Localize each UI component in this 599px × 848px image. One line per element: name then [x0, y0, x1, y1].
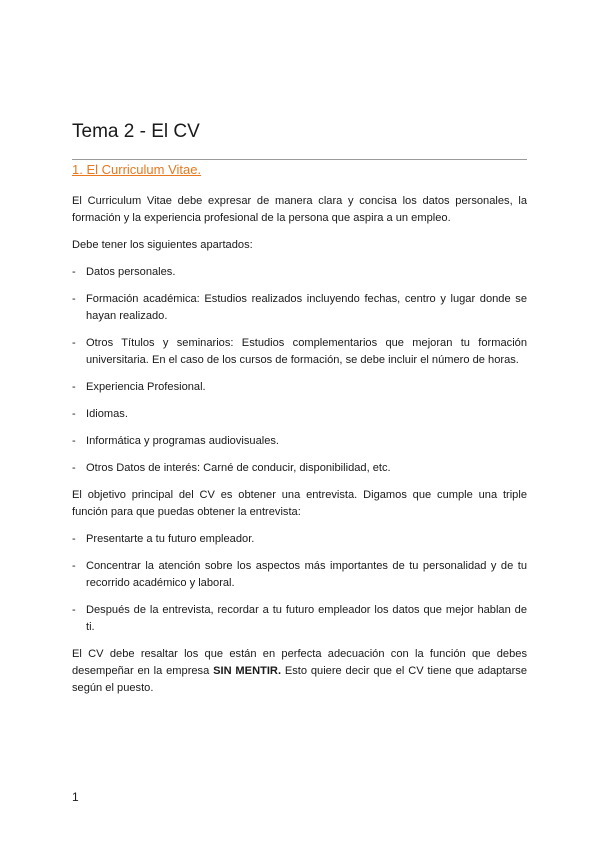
closing-paragraph: [72, 646, 527, 697]
list-item: [72, 531, 527, 548]
list-item-text: Formación académica: Estudios realizados incluyendo fechas, centro y lugar donde se hayan realizado.: [86, 293, 527, 322]
list-item: [72, 558, 527, 592]
list-item-text: Otros Datos de interés: Carné de conducir, disponibilidad, etc.: [86, 462, 391, 474]
list-item: [72, 335, 527, 369]
title-divider: [72, 159, 527, 160]
list-item: [72, 264, 527, 281]
closing-text-end: Esto quiere decir que el CV tiene que adaptarse según el puesto.: [72, 665, 527, 694]
list-item-text: Presentarte a tu futuro empleador.: [86, 533, 255, 545]
apartados-list: [72, 264, 527, 477]
dash-bullet: -: [72, 435, 76, 447]
dash-bullet: -: [72, 381, 76, 393]
dash-bullet: -: [72, 266, 76, 278]
dash-bullet: -: [72, 337, 76, 349]
dash-bullet: -: [72, 533, 76, 545]
list-item-text: Idiomas.: [86, 408, 128, 420]
closing-emphasis: SIN MENTIR.: [213, 665, 282, 677]
dash-bullet: -: [72, 408, 76, 420]
list-item-text: Concentrar la atención sobre los aspectos más importantes de tu personalidad y de tu recorrido académico y laboral.: [86, 560, 527, 589]
dash-bullet: -: [72, 293, 76, 305]
dash-bullet: -: [72, 604, 76, 616]
closing-text: El CV debe resaltar los que están en perfecta adecuación con la función que debes desempeñar en la empresa: [72, 648, 527, 677]
dash-bullet: -: [72, 560, 76, 572]
document-body: [72, 193, 527, 697]
intro-paragraph: El Curriculum Vitae debe expresar de manera clara y concisa los datos personales, la formación y la experiencia profesional de la persona que aspira a un empleo.: [72, 195, 527, 224]
list-item: [72, 406, 527, 423]
list-item-text: Experiencia Profesional.: [86, 381, 206, 393]
list-item: [72, 602, 527, 636]
section-heading: 1. El Curriculum Vitae.: [72, 162, 202, 177]
document-title: Tema 2 - El CV: [72, 121, 200, 142]
page-number: 1: [72, 790, 79, 804]
funciones-list: [72, 531, 527, 636]
list-item-text: Otros Títulos y seminarios: Estudios complementarios que mejoran tu formación universitaria. En el caso de los cursos de formación, se debe incluir el número de horas.: [86, 337, 527, 366]
apartados-lead: Debe tener los siguientes apartados:: [72, 239, 253, 251]
list-item-text: Datos personales.: [86, 266, 176, 278]
dash-bullet: -: [72, 462, 76, 474]
list-item: [72, 460, 527, 477]
list-item: [72, 291, 527, 325]
objetivo-paragraph: El objetivo principal del CV es obtener una entrevista. Digamos que cumple una triple función para que puedas obtener la entrevista:: [72, 489, 527, 518]
list-item: [72, 379, 527, 396]
list-item-text: Después de la entrevista, recordar a tu futuro empleador los datos que mejor hablan de ti.: [86, 604, 527, 633]
list-item: [72, 433, 527, 450]
list-item-text: Informática y programas audiovisuales.: [86, 435, 279, 447]
